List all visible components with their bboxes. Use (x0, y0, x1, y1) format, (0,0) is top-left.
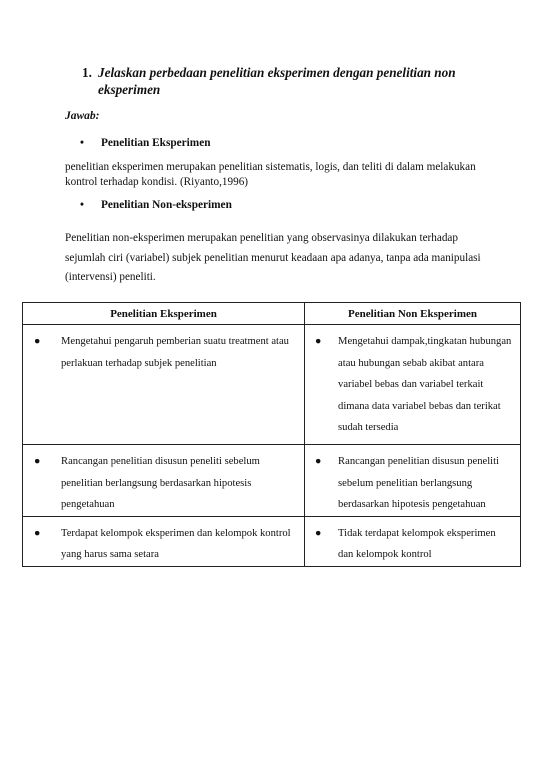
comparison-table (22, 302, 521, 567)
bullet-icon: ● (34, 527, 41, 539)
cell-text: Mengetahui pengaruh pemberian suatu treatment atau perlakuan terhadap subjek penelitian (61, 336, 289, 369)
section-heading-label: Penelitian Eksperimen (101, 137, 211, 149)
bullet-icon: • (80, 199, 84, 211)
question-number: 1. (82, 65, 92, 80)
bullet-icon: • (80, 137, 84, 149)
column-header-non-eksperimen: Penelitian Non Eksperimen (305, 303, 521, 325)
question-text: Jelaskan perbedaan penelitian eksperimen dengan penelitian non eksperimen (98, 65, 456, 97)
section-heading-label: Penelitian Non-eksperimen (101, 199, 232, 211)
table-cell (305, 516, 521, 566)
table-cell (23, 516, 305, 566)
bullet-icon: ● (34, 456, 41, 467)
definition-non-eksperimen: Penelitian non-eksperimen merupakan penelitian yang observasinya dilakukan terhadap sejumlah ciri (variabel) subjek penelitian menurut keadaan apa adanya, tanpa ada manipulasi (intervensi) peneliti. (65, 232, 481, 283)
bullet-icon: ● (315, 336, 322, 347)
cell-text: Mengetahui dampak,tingkatan hubungan atau hubungan sebab akibat antara variabel bebas dan variabel terkait dimana data variabel bebas dan terikat sudah tersedia (338, 336, 512, 433)
definition-eksperimen: penelitian eksperimen merupakan penelitian sistematis, logis, dan teliti di dalam melakukan kontrol terhadap kondisi. (Riyanto,1996) (65, 161, 476, 188)
bullet-icon: ● (34, 336, 41, 347)
bullet-icon: ● (315, 456, 322, 467)
cell-text: Rancangan penelitian disusun peneliti sebelum penelitian berlangsung berdasarkan hipotesis pengetahuan (61, 456, 260, 510)
cell-text: Rancangan penelitian disusun peneliti sebelum penelitian berlangsung berdasarkan hipotesis pengetahuan (338, 456, 499, 510)
table-row (23, 445, 521, 517)
table-row (23, 516, 521, 566)
column-header-eksperimen: Penelitian Eksperimen (23, 303, 305, 325)
table-row (23, 325, 521, 445)
table-cell (305, 445, 521, 517)
table-header-row (23, 303, 521, 325)
table-cell (23, 445, 305, 517)
bullet-icon: ● (315, 527, 322, 539)
cell-text: Tidak terdapat kelompok eksperimen dan kelompok kontrol (338, 527, 496, 560)
answer-label: Jawab: (65, 110, 100, 122)
table-cell (305, 325, 521, 445)
section-heading-eksperimen (80, 137, 211, 149)
question-heading (82, 64, 482, 98)
section-heading-non-eksperimen (80, 199, 232, 211)
table-cell (23, 325, 305, 445)
cell-text: Terdapat kelompok eksperimen dan kelompok kontrol yang harus sama setara (61, 527, 291, 560)
